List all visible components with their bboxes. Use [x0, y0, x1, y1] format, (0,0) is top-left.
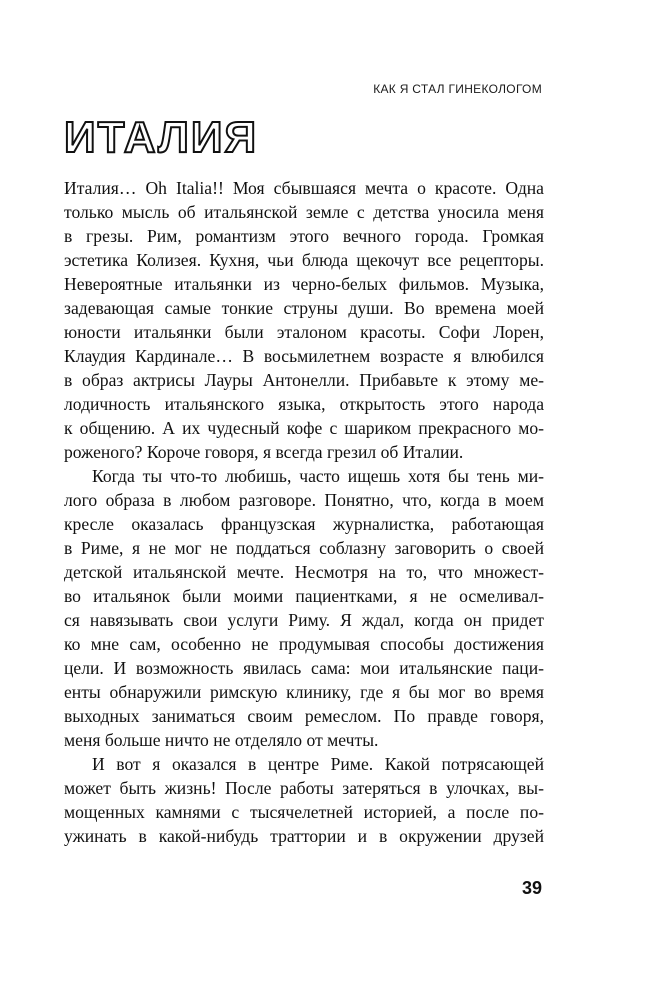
- body-text: [64, 176, 544, 848]
- text-line: эстетика Колизея. Кухня, чьи блюда щекочут все рецепторы.: [64, 250, 544, 270]
- text-line: Италия… Oh Italia!! Моя сбывшаяся мечта о красоте. Одна: [64, 178, 544, 198]
- text-line: Невероятные итальянки из черно-белых фильмов. Музыка,: [64, 274, 544, 294]
- text-line: ужинать в какой-нибудь траттории и в окружении друзей: [64, 826, 544, 846]
- text-line: ко мне сам, особенно не продумывая способы достижения: [64, 634, 544, 654]
- text-line: кресле оказалась французская журналистка, работающая: [64, 514, 544, 534]
- text-line: выходных заниматься своим ремеслом. По правде говоря,: [64, 706, 544, 726]
- text-line: И вот я оказался в центре Риме. Какой потрясающей: [92, 754, 544, 774]
- text-line: роженого? Короче говоря, я всегда грезил об Италии.: [64, 442, 464, 462]
- text-line: в Риме, я не мог не поддаться соблазну заговорить о своей: [64, 538, 544, 558]
- text-line: в образ актрисы Лауры Антонелли. Прибавьте к этому ме-: [64, 370, 544, 390]
- text-line: лого образа в любом разговоре. Понятно, что, когда в моем: [64, 490, 544, 510]
- text-line: может быть жизнь! После работы затеряться в улочках, вы-: [64, 778, 544, 798]
- page-number: 39: [521, 878, 542, 898]
- text-line: в грезы. Рим, романтизм этого вечного города. Громкая: [64, 226, 544, 246]
- text-line: Клаудия Кардинале… В восьмилетнем возрасте я влюбился: [64, 346, 544, 366]
- text-line: меня больше ничто не отделяло от мечты.: [64, 730, 379, 750]
- text-line: енты обнаружили римскую клинику, где я бы мог во время: [64, 682, 544, 702]
- text-line: детской итальянской мечте. Несмотря на то, что множест-: [64, 562, 544, 582]
- text-line: юности итальянки были эталоном красоты. Софи Лорен,: [64, 322, 544, 342]
- chapter-title: ИТАЛИЯ: [64, 113, 259, 162]
- text-line: во итальянок были моими пациентками, я не осмеливал-: [64, 586, 544, 606]
- text-line: только мысль об итальянской земле с детства уносила меня: [64, 202, 544, 222]
- text-line: лодичность итальянского языка, открытость этого народа: [64, 394, 544, 414]
- text-line: задевающая самые тонкие струны души. Во времена моей: [64, 298, 544, 318]
- text-line: мощенных камнями с тысячелетней историей, а после по-: [64, 802, 544, 822]
- text-line: к общению. А их чудесный кофе с шариком прекрасного мо-: [64, 418, 544, 438]
- running-header: КАК Я СТАЛ ГИНЕКОЛОГОМ: [373, 82, 542, 96]
- text-line: цели. И возможность явилась сама: мои итальянские паци-: [64, 658, 544, 678]
- text-line: Когда ты что-то любишь, часто ищешь хотя бы тень ми-: [92, 466, 544, 486]
- text-line: ся навязывать свои услуги Риму. Я ждал, когда он придет: [64, 610, 544, 630]
